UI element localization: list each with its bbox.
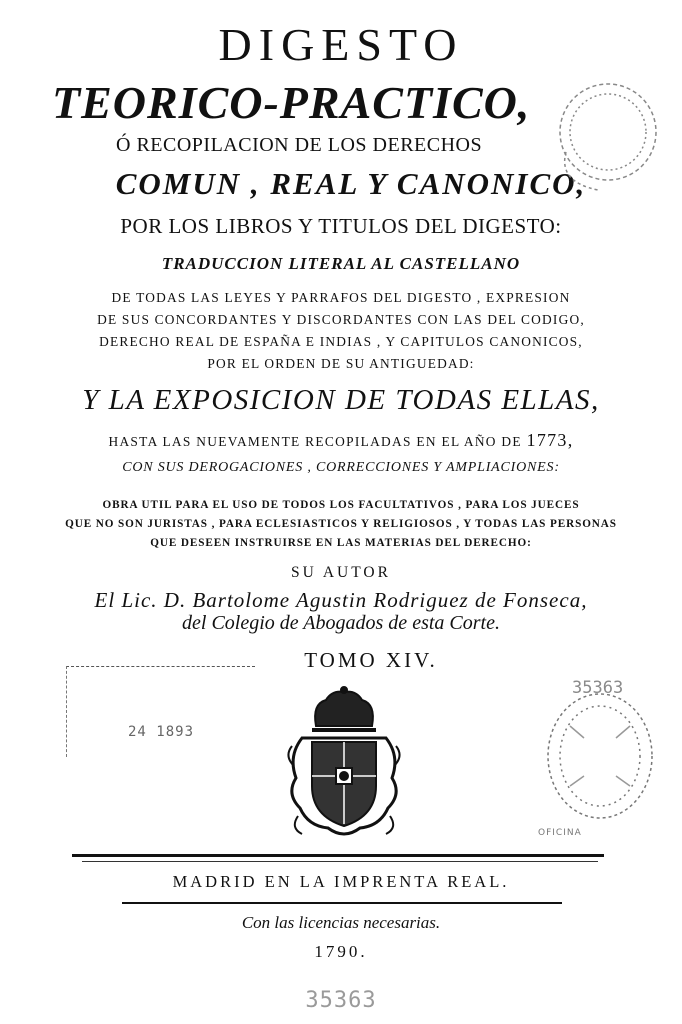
recopiladas-text: HASTA LAS NUEVAMENTE RECOPILADAS EN EL AÑO DE (108, 434, 522, 449)
subtitle-line-1: Ó RECOPILACION DE LOS DERECHOS (116, 134, 483, 156)
recopiladas-line (0, 430, 682, 451)
library-circular-stamp-icon (538, 72, 678, 192)
translation-heading: TRADUCCION LITERAL AL CASTELLANO (161, 254, 521, 273)
purpose-line-1: OBRA UTIL PARA EL USO DE TODOS LOS FACULTATIVOS , PARA LOS JUECES (102, 499, 580, 511)
title-line-2: TEORICO-PRACTICO, (52, 77, 531, 128)
description-line-1: DE TODAS LAS LEYES Y PARRAFOS DEL DIGESTO , EXPRESION (111, 290, 571, 305)
author-affiliation: del Colegio de Abogados de esta Corte. (182, 612, 500, 634)
imprint: MADRID EN LA IMPRENTA REAL. (172, 872, 510, 891)
exposition-heading: Y LA EXPOSICION DE TODAS ELLAS, (82, 384, 600, 416)
author-label: SU AUTOR (291, 564, 391, 581)
subtitle-line-3: POR LOS LIBROS Y TITULOS DEL DIGESTO: (120, 214, 562, 238)
recopiladas-year: 1773, (526, 430, 574, 450)
purpose-line-3: QUE DESEEN INSTRUIRSE EN LAS MATERIAS DEL DERECHO: (150, 537, 532, 549)
royal-coat-of-arms-icon (282, 686, 406, 842)
divider-rule-thin (82, 861, 598, 862)
author-name: El Lic. D. Bartolome Agustin Rodriguez de Fonseca, (94, 588, 588, 612)
library-label-stamp (66, 666, 255, 757)
library-date-stamp: 24 1893 (128, 724, 195, 740)
imprint-rule (122, 902, 562, 904)
description-line-3: DERECHO REAL DE ESPAÑA E INDIAS , Y CAPITULOS CANONICOS, (99, 334, 583, 349)
description-line-2: DE SUS CONCORDANTES Y DISCORDANTES CON LAS DEL CODIGO, (97, 312, 585, 327)
title-line-1: DIGESTO (218, 19, 464, 70)
licenses-note: Con las licencias necesarias. (241, 913, 441, 932)
publication-year: 1790. (314, 942, 368, 961)
stamp-office-label: OFICINA (538, 828, 582, 838)
subtitle-line-2: COMUN , REAL Y CANONICO, (115, 166, 587, 201)
volume-number: TOMO XIV. (304, 648, 438, 672)
description-line-4: POR EL ORDEN DE SU ANTIGUEDAD: (207, 356, 475, 371)
shelf-number: 35363 (305, 988, 377, 1013)
stamp-number: 35363 (572, 678, 624, 698)
library-oval-stamp-icon (540, 686, 660, 826)
purpose-line-2: QUE NO SON JURISTAS , PARA ECLESIASTICOS Y RELIGIOSOS , Y TODAS LAS PERSONAS (65, 518, 617, 530)
divider-rule (72, 854, 604, 857)
derogaciones-line: CON SUS DEROGACIONES , CORRECCIONES Y AMPLIACIONES: (122, 460, 560, 475)
